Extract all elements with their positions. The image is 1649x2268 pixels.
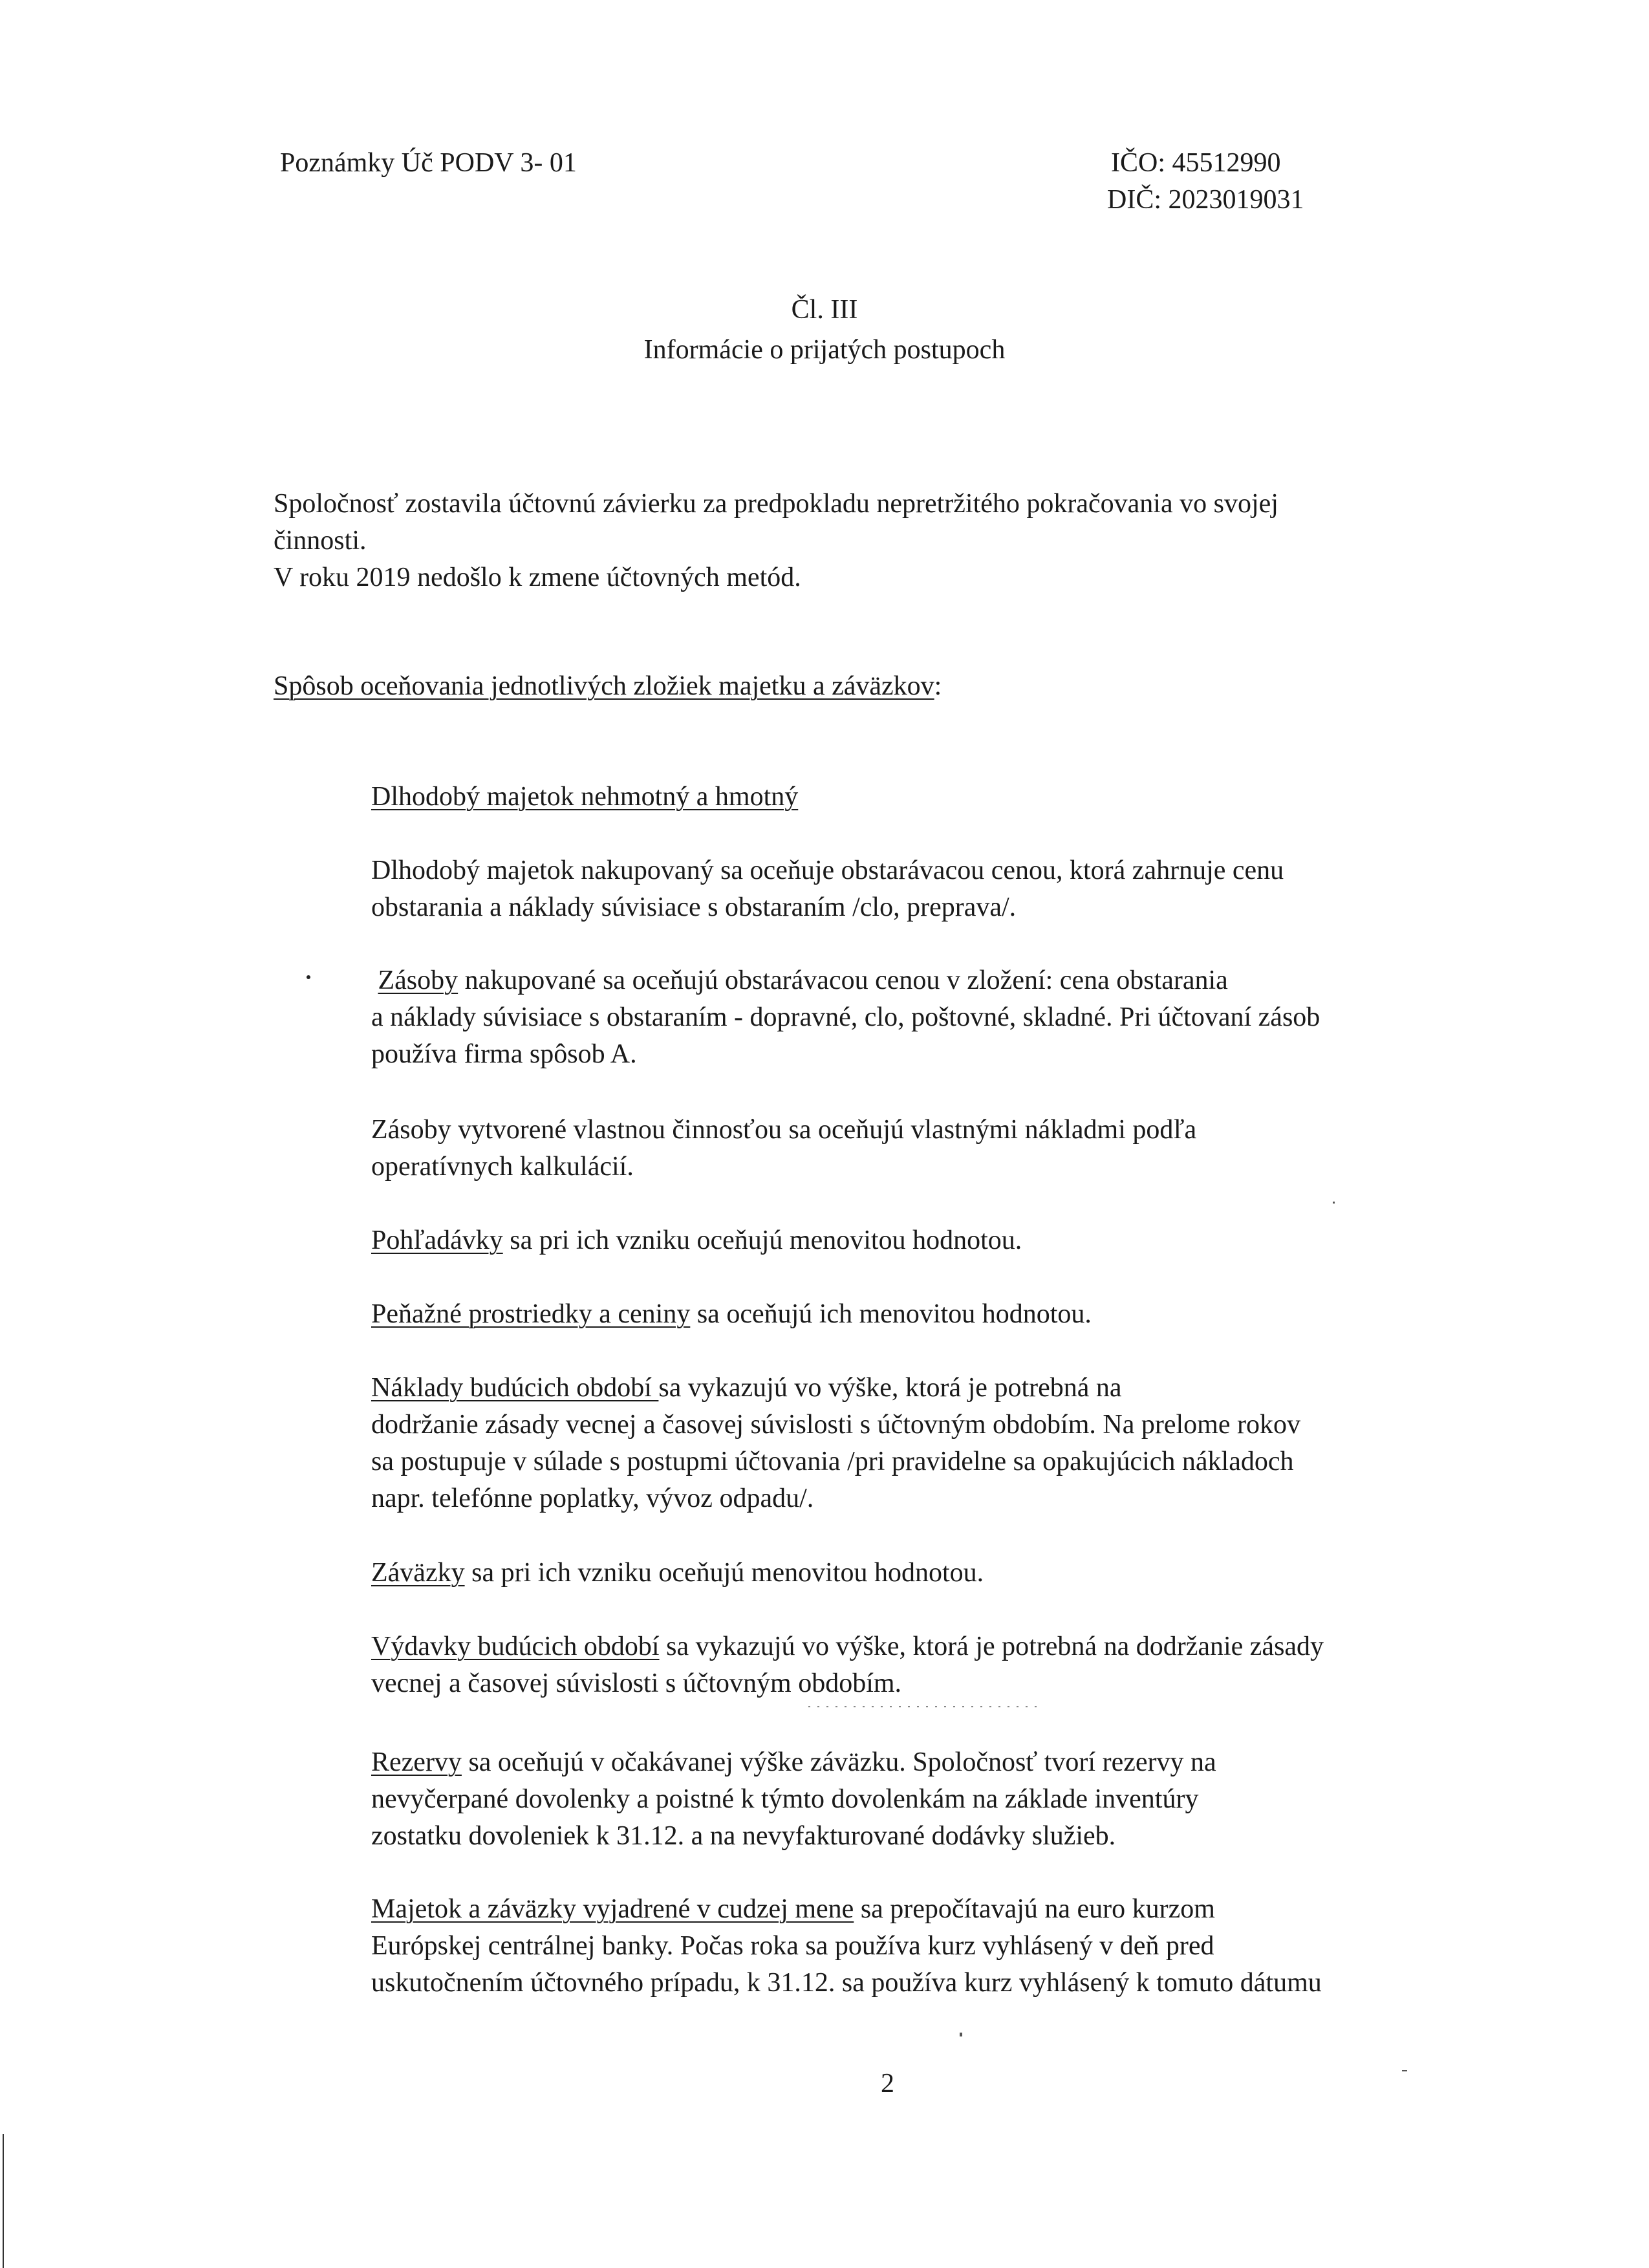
scan-dots	[808, 1706, 1041, 1707]
zavazky-paragraph	[371, 1555, 984, 1592]
paragraph-line	[371, 1891, 1322, 1928]
rezervy-term: Rezervy	[371, 1747, 462, 1777]
cudzia-mena-paragraph	[371, 1891, 1322, 2002]
section-heading-colon: :	[934, 671, 942, 701]
zavazky-text: sa pri ich vzniku oceňujú menovitou hodnotou.	[464, 1558, 984, 1588]
pohladavky-term: Pohľadávky	[371, 1226, 503, 1255]
article-number: Čl. III	[791, 295, 858, 325]
zasoby-text: nakupované sa oceňujú obstarávacou cenou v zložení: cena obstarania	[458, 966, 1228, 995]
ico-number: IČO: 45512990	[1111, 148, 1281, 178]
scan-speck	[307, 975, 310, 979]
naklady-text: sa vykazujú vo výške, ktorá je potrebná na	[658, 1373, 1122, 1403]
paragraph-line	[371, 1370, 1300, 1407]
intro-line: V roku 2019 nedošlo k zmene účtovných metód.	[274, 563, 801, 592]
zavazky-term: Záväzky	[371, 1558, 465, 1588]
paragraph-line: operatívnych kalkulácií.	[371, 1152, 634, 1182]
section-heading	[274, 668, 942, 705]
document-reference: Poznámky Úč PODV 3- 01	[280, 148, 577, 178]
article-title: Informácie o prijatých postupoch	[643, 335, 1006, 365]
paragraph-line	[371, 1744, 1216, 1781]
paragraph-line: obstarania a náklady súvisiace s obstaraním /clo, preprava/.	[371, 892, 1017, 922]
paragraph-line: a náklady súvisiace s obstaraním - dopravné, clo, poštovné, skladné. Pri účtovaní zásob	[371, 1002, 1320, 1032]
paragraph-line: nevyčerpané dovolenky a poistné k týmto dovolenkám na základe inventúry	[371, 1784, 1199, 1814]
penazne-text: sa oceňujú ich menovitou hodnotou.	[690, 1299, 1092, 1329]
paragraph-line: sa postupuje v súlade s postupmi účtovania /pri pravidelne sa opakujúcich nákladoch	[371, 1447, 1294, 1476]
dlhodoby-heading-text: Dlhodobý majetok nehmotný a hmotný	[371, 782, 799, 812]
vydavky-term: Výdavky budúcich období	[371, 1632, 660, 1661]
paragraph-line	[371, 1628, 1324, 1665]
rezervy-text: sa oceňujú v očakávanej výške záväzku. Spoločnosť tvorí rezervy na	[461, 1747, 1216, 1777]
paragraph-line: Zásoby vytvorené vlastnou činnosťou sa oceňujú vlastnými nákladmi podľa	[371, 1115, 1197, 1145]
paragraph-line: Európskej centrálnej banky. Počas roka sa používa kurz vyhlásený v deň pred	[371, 1931, 1214, 1961]
zasoby-paragraph	[371, 962, 1320, 1073]
naklady-paragraph	[371, 1370, 1300, 1517]
zasoby-vlastne-paragraph	[371, 1112, 1196, 1185]
paragraph-line: dodržanie zásady vecnej a časovej súvislosti s účtovným obdobím. Na prelome rokov	[371, 1410, 1300, 1440]
rezervy-paragraph	[371, 1744, 1216, 1855]
penazne-paragraph	[371, 1296, 1092, 1333]
dlhodoby-paragraph	[371, 852, 1284, 926]
zasoby-term: Zásoby	[378, 966, 458, 995]
paragraph-line: uskutočnením účtovného prípadu, k 31.12. sa používa kurz vyhlásený k tomuto dátumu	[371, 1968, 1322, 1998]
intro-line: Spoločnosť zostavila účtovnú závierku za predpokladu nepretržitého pokračovania vo svojej	[274, 489, 1278, 519]
paragraph-line: vecnej a časovej súvislosti s účtovným obdobím.	[371, 1669, 902, 1698]
paragraph-line: napr. telefónne poplatky, vývoz odpadu/.	[371, 1484, 814, 1513]
pohladavky-paragraph	[371, 1222, 1022, 1259]
pohladavky-text: sa pri ich vzniku oceňujú menovitou hodnotou.	[502, 1226, 1022, 1255]
penazne-term: Peňažné prostriedky a ceniny	[371, 1299, 691, 1329]
intro-line: činnosti.	[274, 526, 367, 556]
dic-number: DIČ: 2023019031	[1107, 185, 1304, 215]
paragraph-line	[371, 962, 1320, 999]
vydavky-paragraph	[371, 1628, 1324, 1702]
intro-paragraph	[274, 486, 1278, 596]
paragraph-line: Dlhodobý majetok nakupovaný sa oceňuje obstarávacou cenou, ktorá zahrnuje cenu	[371, 856, 1284, 885]
cudzia-mena-term: Majetok a záväzky vyjadrené v cudzej mene	[371, 1894, 854, 1924]
scan-speck	[1333, 1202, 1335, 1204]
naklady-term: Náklady budúcich období	[371, 1373, 659, 1403]
scan-speck	[1402, 2070, 1407, 2071]
page-number: 2	[881, 2069, 894, 2099]
vydavky-text: sa vykazujú vo výške, ktorá je potrebná na dodržanie zásady	[659, 1632, 1324, 1661]
paragraph-line: zostatku dovoleniek k 31.12. a na nevyfakturované dodávky služieb.	[371, 1821, 1116, 1851]
dlhodoby-heading	[371, 779, 798, 815]
scan-speck	[960, 2033, 962, 2036]
section-heading-text: Spôsob oceňovania jednotlivých zložiek majetku a záväzkov	[274, 671, 934, 701]
scan-edge-line	[3, 2134, 4, 2268]
paragraph-line: používa firma spôsob A.	[371, 1039, 637, 1069]
cudzia-mena-text: sa prepočítavajú na euro kurzom	[854, 1894, 1215, 1924]
